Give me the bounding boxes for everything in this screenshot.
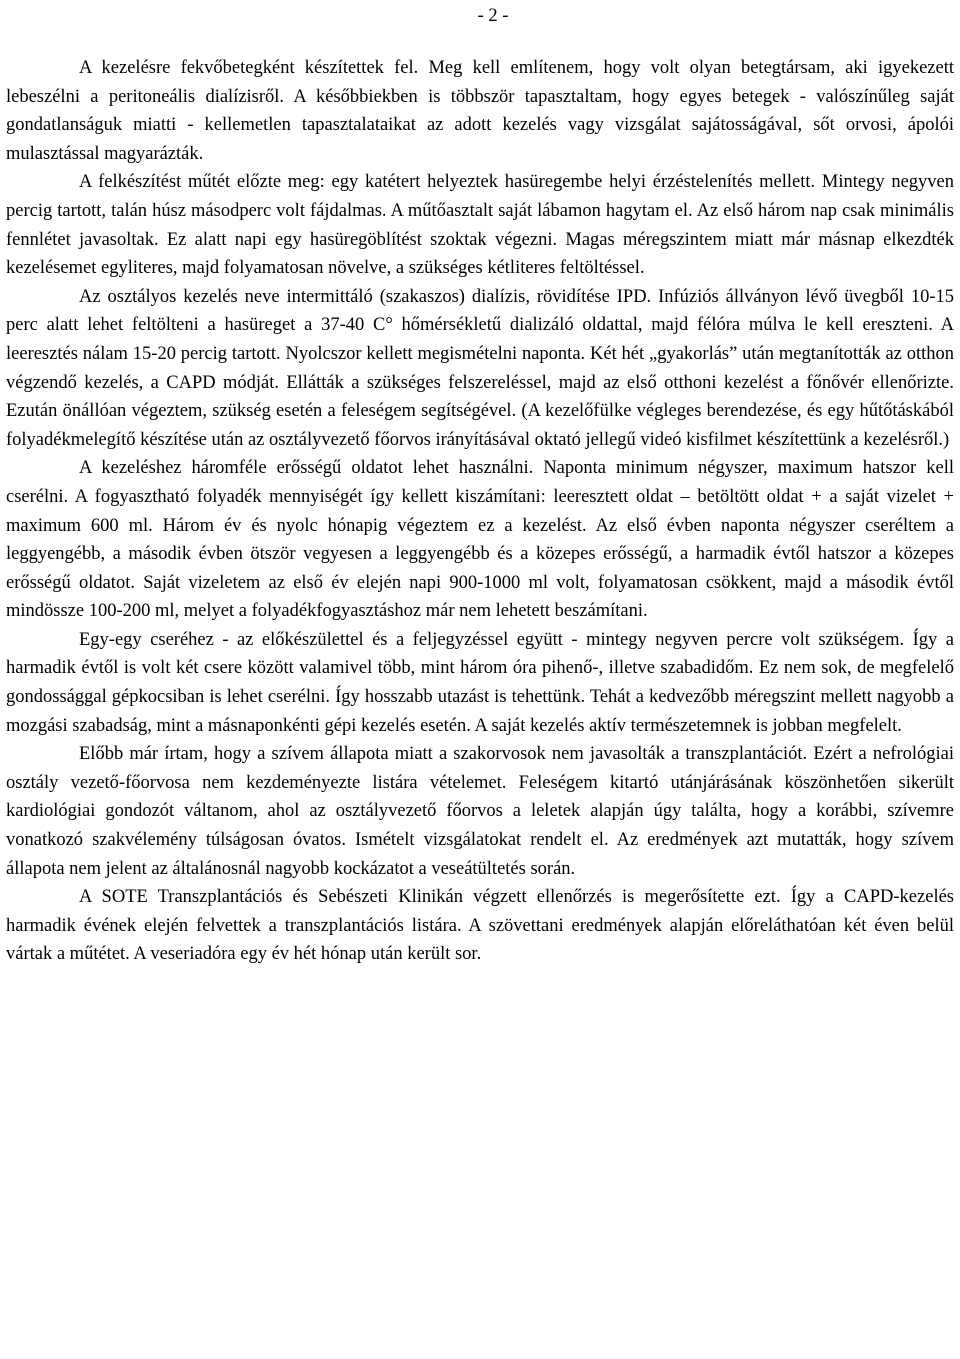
paragraph-3: Az osztályos kezelés neve intermittáló (szakaszos) dialízis, rövidítése IPD. Infúziós állványon lévő üvegből 10-15 perc alatt lehet feltölteni a hasüreget a 37-40 C° hőmérsékletű dializáló oldattal, majd félóra múlva le kell ereszteni. A leeresztés nálam 15-20 percig tartott. Nyolcszor kellett megismételni naponta. Két hét „gyakorlás” után megtanították az otthon végzendő kezelés, a CAPD módját. Ellátták a szükséges felszereléssel, majd az első otthoni kezelést a főnővér ellenőrizte. Ezután önállóan végeztem, szükség esetén a feleségem segítségével. (A kezelőfülke végleges berendezése, és egy hűtőtáskából folyadékmelegítő készítése után az osztályvezető főorvos irányításával oktató jellegű videó kisfilmet készítettünk a kezelésről.) [6, 286, 954, 450]
paragraph-5: Egy-egy cseréhez - az előkészülettel és a feljegyzéssel együtt - mintegy negyven percre volt szükségem. Így a harmadik évtől is volt két csere között valamivel több, mint három óra pihenő-, illetve szabadidőm. Ez nem sok, de megfelelő gondossággal gépkocsiban is lehet cserélni. Így hosszabb utazást is tehettünk. Tehát a kedvezőbb méregszint mellett nagyobb a mozgási szabadság, mint a másnaponkénti gépi kezelés esetén. A saját kezelés aktív természetemnek is jobban megfelelt. [6, 629, 954, 736]
paragraph-1: A kezelésre fekvőbetegként készítettek fel. Meg kell említenem, hogy volt olyan betegtársam, aki igyekezett lebeszélni a peritoneális dialízisről. A későbbiekben is többször tapasztaltam, hogy egyes betegek - valószínűleg saját gondatlanságuk miatti - kellemetlen tapasztalataikat az adott kezelés vagy vizsgálat sajátosságával, sőt orvosi, ápolói mulasztással magyarázták. [6, 58, 954, 164]
document-page [6, 0, 954, 1359]
page-number: - 2 - [477, 6, 509, 26]
paragraph-2: A felkészítést műtét előzte meg: egy katétert helyeztek hasüregembe helyi érzéstelenítés mellett. Mintegy negyven percig tartott, talán húsz másodperc volt fájdalmas. A műtőasztalt saját lábamon hagytam el. Az első három nap csak minimális fennlétet javasoltak. Ez alatt napi egy hasüregöblítést szoktak végezni. Magas méregszintem miatt már másnap elkezdték kezelésemet egyliteres, majd folyamatosan növelve, a szükséges kétliteres feltöltéssel. [6, 172, 954, 279]
paragraph-7: A SOTE Transzplantációs és Sebészeti Klinikán végzett ellenőrzés is megerősítette ezt. Így a CAPD-kezelés harmadik évének elején felvettek a transzplantációs listára. A szövettani eredmények alapján előreláthatóan két éven belül vártak a műtétet. A veseriadóra egy év hét hónap után került sor. [6, 887, 954, 965]
paragraph-6: Előbb már írtam, hogy a szívem állapota miatt a szakorvosok nem javasolták a transzplantációt. Ezért a nefrológiai osztály vezető-főorvosa nem kezdeményezte listára vételemet. Feleségem kitartó utánjárásának köszönhetően sikerült kardiológiai gondozót váltanom, ahol az osztályvezető főorvos a leletek alapján úgy találta, hogy a korábbi, szívemre vonatkozó szakvélemény túlságosan óvatos. Ismételt vizsgálatokat rendelt el. Az eredmények azt mutatták, hogy szívem állapota nem jelent az általánosnál nagyobb kockázatot a veseátültetés során. [6, 744, 954, 879]
paragraph-4: A kezeléshez háromféle erősségű oldatot lehet használni. Naponta minimum négyszer, maximum hatszor kell cserélni. A fogyasztható folyadék mennyiségét így kellett kiszámítani: leeresztett oldat – betöltött oldat + a saját vizelet + maximum 600 ml. Három év és nyolc hónapig végeztem ez a kezelést. Az első évben naponta négyszer cseréltem a leggyengébb, a második évben ötször vegyesen a leggyengébb és a közepes erősségű, a harmadik évtől hatszor a közepes erősségű oldatot. Saját vizeletem az első év elején napi 900-1000 ml volt, folyamatosan csökkent, majd a második évtől mindössze 100-200 ml, melyet a folyadékfogyasztáshoz már nem lehetett beszámítani. [6, 458, 954, 622]
